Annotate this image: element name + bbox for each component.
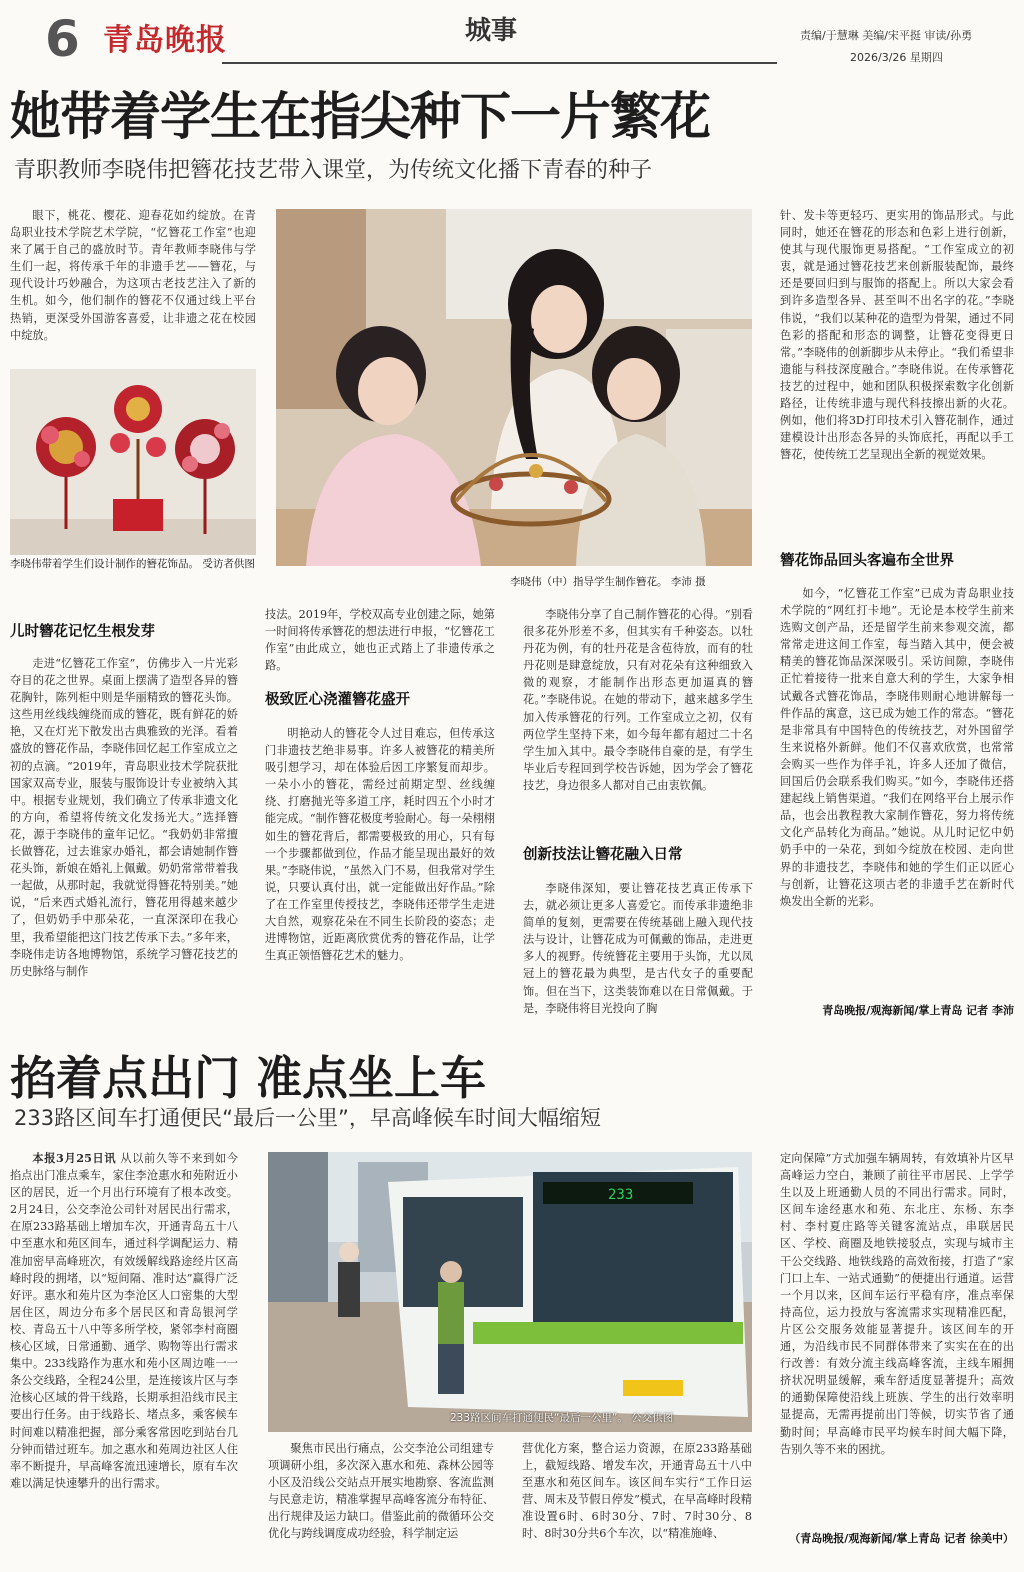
bus-photo	[268, 1152, 752, 1432]
article1-col1: 走进“忆簪花工作室”，仿佛步入一片光彩夺目的花之世界。桌面上摆满了造型各异的簪花胸针，陈列柜中则是华丽精致的簪花头饰。这些用丝线线缠绕而成的簪花，既有鲜花的娇艳，又在灯光下散发出古典雅致的光泽。看着盛放的簪花作品，李晓伟回忆起工作室成立之初的点滴。“2019年，青岛职业技术学院获批国家双高专业，服装与服饰设计专业被纳入其中。根据专业规划，我们确立了传承非遗文化的方向，希望将传统文化发扬光大。”选择簪花，源于李晓伟的童年记忆。“我奶奶非常擅长做簪花，过去谁家办婚礼，都会请她制作簪花头饰，新娘在婚礼上佩戴。奶奶常常带着我一起做，从那时起，我就觉得簪花特别美。”她说，“后来西式婚礼流行，簪花用得越来越少了，但奶奶手中那朵花，一直深深印在我心里，我希望能把这门技艺传承下去。”多年来，李晓伟走访各地博物馆，系统学习簪花技艺的历史脉络与制作	[10, 657, 238, 978]
article2-col4: 定向保障”方式加强车辆周转，有效填补片区早高峰运力空白，兼顾了前往平市居民、上学学生以及上班通勤人员的不同出行需求。同时，区间车途经惠水和苑、东北庄、东杨、东李村、李村夏庄路等关键客流站点，串联居民区、学校、商圈及地铁接驳点，实现与城市主干公交线路、地铁线路的高效衔接，打造了“家门口上车、一站式通勤”的便捷出行通道。运营一个月以来，区间车运行平稳有序，准点率保持高位，运力投放与客流需求实现精准匹配，片区公交服务效能显著提升。该区间车的开通，为沿线市民不同群体带来了实实在在的出行改善：有效分流主线高峰客流，主线车厢拥挤状况明显缓解，乘车舒适度显著提升；高效的通勤保障使沿线上班族、学生的出行效率明显提高，无需再提前出门等候，切实节省了通勤时间；早高峰市民平均候车时间大幅下降，告别久等不来的困扰。	[780, 1152, 1014, 1456]
page-number: 6	[45, 10, 80, 68]
section-title-childhood: 儿时簪花记忆生根发芽	[10, 624, 155, 640]
article2-headline: 掐着点出门 准点坐上车	[10, 1051, 487, 1105]
issue-date: 2026/3/26 星期四	[850, 51, 943, 64]
hairpin-flowers-photo	[10, 369, 256, 555]
article1-col2: 明艳动人的簪花令人过目难忘，但传承这门非遗技艺绝非易事。许多人被簪花的精美所吸引想学习，却在体验后因工序繁复而却步。一朵小小的簪花，需经过前期定型、丝线缠绕、打磨抛光等多道工序，耗时四五个小时才能完成。“制作簪花极度考验耐心。每一朵栩栩如生的簪花背后，都需要极致的用心，只有每一个步骤都做到位，作品才能呈现出最好的效果。”李晓伟说，“虽然入门不易，但我常对学生说，只要认真付出，就一定能做出好作品。”除了在工作室里传授技艺，李晓伟还带学生走进大自然，观察花朵在不同生长阶段的姿态；走进博物馆，近距离欣赏优秀的簪花作品，让学生真正领悟簪花艺术的魅力。	[265, 727, 495, 963]
dateline: 本报3月25日讯	[32, 1151, 117, 1165]
section-title-craftsmanship: 极致匠心浇灌簪花盛开	[265, 692, 410, 708]
article2-subheadline: 233路区间车打通便民“最后一公里”，早高峰候车时间大幅缩短	[14, 1106, 601, 1130]
newspaper-logo: 青岛晚报	[103, 23, 227, 58]
section-title-innovation: 创新技法让簪花融入日常	[523, 847, 683, 863]
article2-col2: 聚焦市民出行痛点，公交李沧公司组建专项调研小组，多次深入惠水和苑、森林公园等小区及沿线公交站点开展实地勘察、客流监测与民意走访，精准掌握早高峰客流分布特征、出行规律及运力缺口。借鉴此前的微循环公交优化与跨线调度成功经验，科学制定运	[268, 1442, 494, 1541]
article1-headline: 她带着学生在指尖种下一片繁花	[10, 87, 711, 147]
bus-route-sign: 233	[608, 1187, 634, 1203]
article2-byline: （青岛晚报/观海新闻/掌上青岛 记者 徐美中）	[789, 1532, 1014, 1545]
article1-byline: 青岛晚报/观海新闻/掌上青岛 记者 李沛	[822, 1004, 1014, 1017]
article1-col3b: 李晓伟深知，要让簪花技艺真正传承下去，就必须让更多人喜爱它。而传承非遗绝非简单的复刻，更需要在传统基础上融入现代技法与设计，让簪花成为可佩戴的饰品，走进更多人的视野。传统簪花主要用于头饰，尤以凤冠上的簪花最为典型，是古代女子的重要配饰。但在当下，这类装饰难以在日常佩戴。于是，李晓伟将目光投向了胸	[523, 882, 753, 1015]
section-title-worldwide: 簪花饰品回头客遍布全世界	[780, 553, 954, 569]
bus-photo-caption: 233路区间车打通便民“最后一公里”。 公交供图	[450, 1412, 674, 1424]
photo-caption-main: 李晓伟（中）指导学生制作簪花。 李沛 摄	[510, 576, 706, 588]
header-rule	[222, 62, 777, 64]
article1-col3: 李晓伟分享了自己制作簪花的心得。“别看很多花外形差不多，但其实有千种姿态。以牡丹花为例，有的牡丹花是含苞待放，而有的牡丹花则是肆意绽放，只有对花朵有这种细致入微的观察，才能制作出形态更加逼真的簪花。”李晓伟说。在她的带动下，越来越多学生加入传承簪花的行列。工作室成立之初，仅有两位学生坚持下来，如今每年都有超过二十名学生加入其中。最令李晓伟自豪的是，有学生毕业后专程回到学校告诉她，因为学会了簪花技艺，身边很多人都对自己由衷钦佩。	[523, 608, 753, 792]
article2-col3: 营优化方案，整合运力资源，在原233路基础上，截短线路、增发车次，开通青岛五十八中至惠水和苑区间车。该区间车实行“工作日运营、周末及节假日停发”模式，在早高峰时段精准设置6时、6时30分、7时、7时30分、8时、8时30分共6个车次，以“精准施峰、	[522, 1442, 752, 1541]
article1-intro: 眼下，桃花、樱花、迎春花如约绽放。在青岛职业技术学院艺术学院，“忆簪花工作室”也迎来了属于自己的盛放时节。青年教师李晓伟与学生们一起，将传承千年的非遗手艺——簪花，与现代设计巧妙融合，为这项古老技艺注入了新的生机。如今，他们制作的簪花不仅通过线上平台热销，更深受外国游客喜爱，让非遗之花在校园中绽放。	[10, 209, 256, 342]
article1-col2-top: 技法。2019年，学校双高专业创建之际，她第一时间将传承簪花的想法进行申报，“忆簪花工作室”由此成立，她也正式踏上了非遗传承之路。	[265, 608, 495, 673]
editor-credits: 责编/于慧琳 美编/宋平挺 审读/孙勇	[800, 29, 973, 42]
article2-col1: 本报3月25日讯 从以前久等不来到如今掐点出门准点乘车，家住李沧惠水和苑附近小区的居民，近一个月出行环境有了根本改变。2月24日，公交李沧公司针对居民出行需求，在原233路基础上增加车次，开通青岛五十八中至惠水和苑区间车，通过科学调配运力、精准加密早高峰班次，有效缓解线路途经片区高峰时段的拥堵，以“短间隔、准时达”赢得广泛好评。惠水和苑片区为李沧区人口密集的大型居住区，周边分布多个居民区和青岛银河学校、青岛五十八中等多所学校，紧邻李村商圈核心区域，日常通勤、通学、购物等出行需求集中。233线路作为惠水和苑小区周边唯一一条公交线路，全程24公里，是连接该片区与李沧核心区域的骨干线路，长期承担沿线市民主要出行任务。由于线路长、堵点多，乘客候车时间难以精准把握，部分乘客常因吃到站台几分钟而错过班车。加之惠水和苑周边社区人住率不断提升，早高峰客流迅速增长，原有车次难以满足快速攀升的出行需求。	[10, 1151, 238, 1490]
article1-col4: 针、发卡等更轻巧、更实用的饰品形式。与此同时，她还在簪花的形态和色彩上进行创新，使其与现代服饰更易搭配。“工作室成立的初衷，就是通过簪花技艺来创新服装配饰，最终还是要回归到与服饰的搭配上。所以大家会看到许多造型各异、甚至叫不出名字的花。”李晓伟说，“我们以某种花的造型为骨架，通过不同色彩的搭配和形态的调整，让簪花变得更日常。”李晓伟的创新脚步从未停止。“我们希望非遗能与科技深度融合。”李晓伟说。在传承簪花技艺的过程中，她和团队积极探索数字化创新路径，让传统非遗与现代科技擦出新的火花。例如，他们将3D打印技术引入簪花制作，通过建模设计出形态各异的头饰底托，再配以手工簪花，使传统工艺呈现出全新的视觉效果。	[780, 209, 1014, 462]
photo-caption-small: 李晓伟带着学生们设计制作的簪花饰品。 受访者供图	[10, 558, 255, 570]
teacher-students-photo	[276, 209, 752, 566]
section-title: 城事	[465, 16, 518, 46]
article1-col4b: 如今，“忆簪花工作室”已成为青岛职业技术学院的“网红打卡地”。无论是本校学生前来选购文创产品，还是留学生前来参观交流，都常常走进这间工作室，每当踏入其中，便会被精美的簪花饰品深深吸引。采访间隙，李晓伟正忙着接待一批来自意大利的学生，大家争相试戴各式簪花饰品，李晓伟则耐心地讲解每一件作品的寓意，这已成为她工作的常态。“簪花是非常具有中国特色的传统技艺，对外国留学生来说格外新鲜。他们不仅喜欢欣赏，也常常会购买一些作为伴手礼，许多人还加了微信，回国后仍会联系我们购买。”如今，李晓伟还搭建起线上销售渠道。“我们在网络平台上展示作品，也会出教程教大家制作簪花，努力将传统文化产品转化为商品。”她说。从儿时记忆中奶奶手中的一朵花，到如今绽放在校园、走向世界的非遗技艺，李晓伟和她的学生们正以匠心与创新，让簪花这项古老的非遗手艺在新时代焕发出全新的光彩。	[780, 587, 1014, 908]
article1-subheadline: 青职教师李晓伟把簪花技艺带入课堂，为传统文化播下青春的种子	[14, 158, 653, 183]
